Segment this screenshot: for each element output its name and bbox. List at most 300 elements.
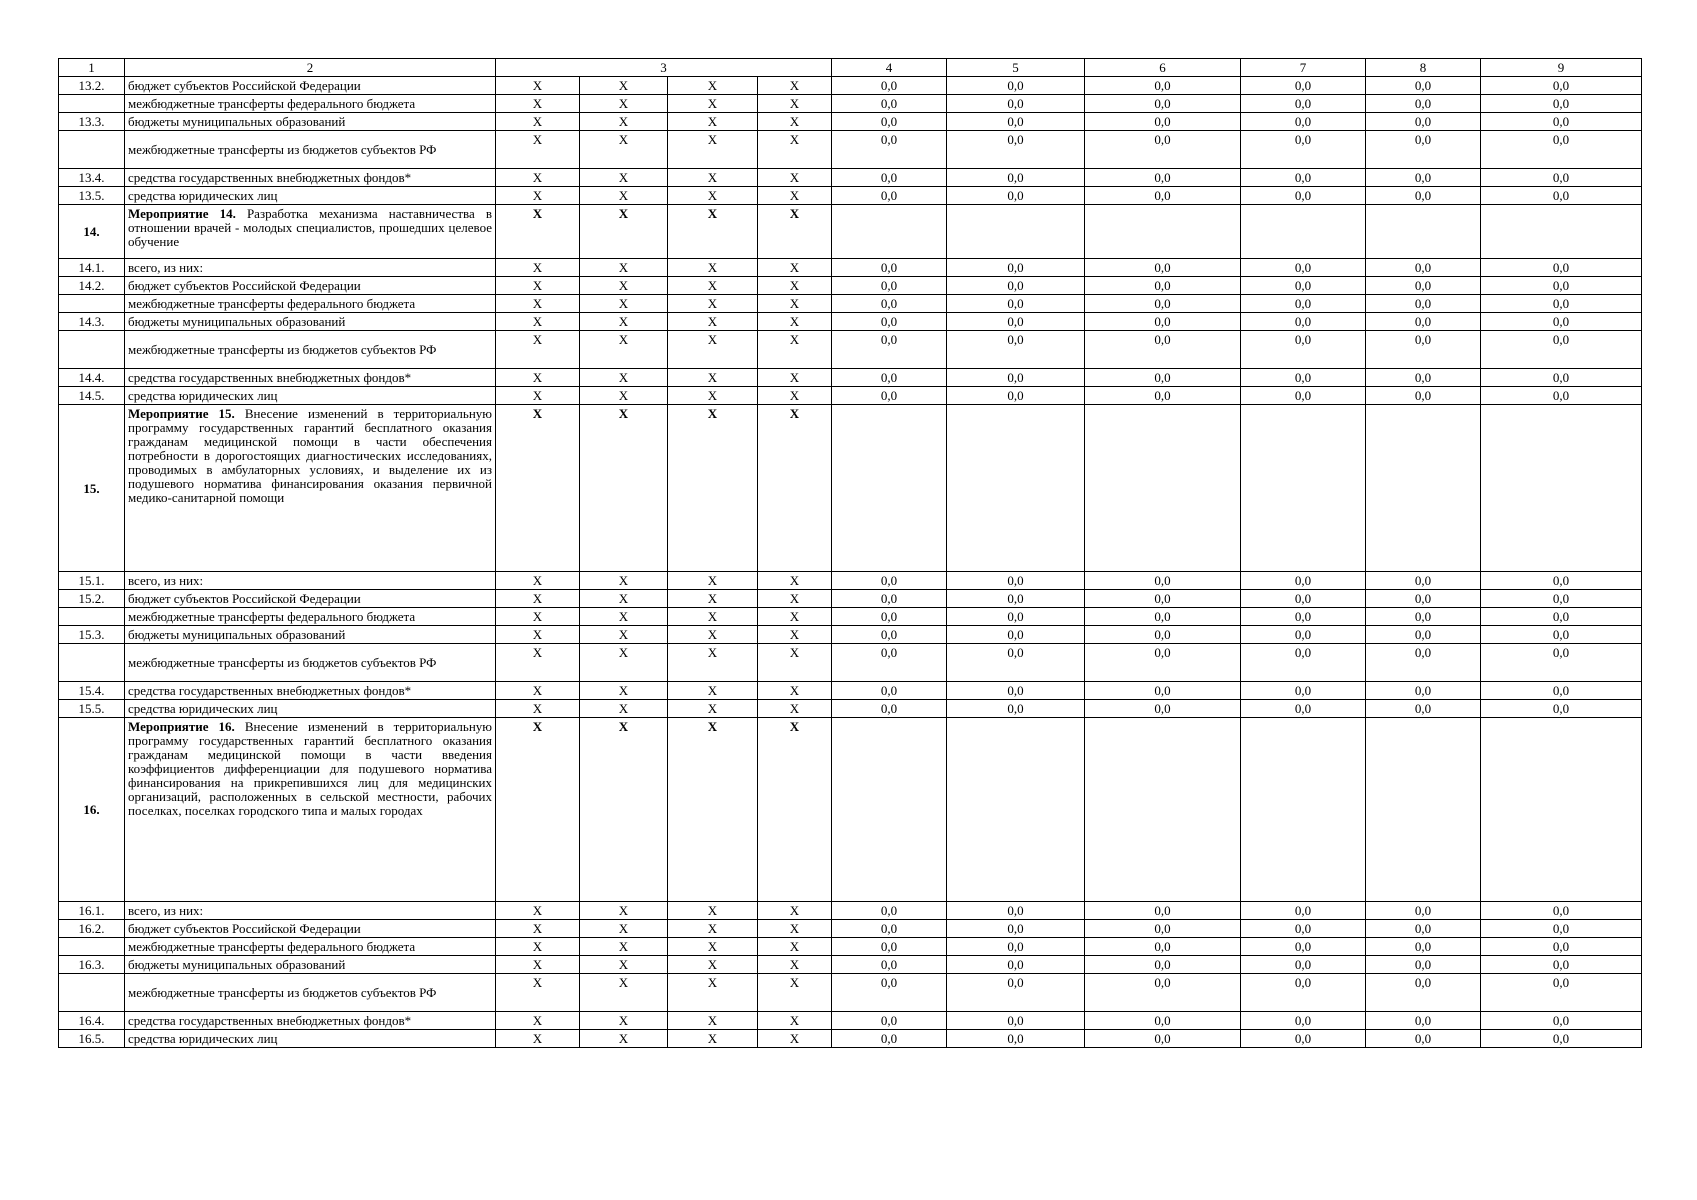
value-cell: 0,0: [1481, 626, 1642, 644]
measure-text: Внесение изменений в территориальную программу государственных гарантий бесплатного оказания гражданам медицинской помощи в части обеспечения потребности в дорогостоящих диагностических исследованиях, проводимых в амбулаторных условиях, и выделение их из подушевого норматива финансирования оказания первичной медико-санитарной помощи: [128, 406, 492, 505]
x-mark: X: [580, 295, 668, 313]
value-cell: 0,0: [832, 295, 947, 313]
x-mark: X: [668, 313, 758, 331]
value-cell: 0,0: [832, 277, 947, 295]
value-cell: 0,0: [1085, 113, 1241, 131]
row-number: [59, 938, 125, 956]
row-label: средства государственных внебюджетных фондов*: [125, 369, 496, 387]
x-mark: X: [496, 277, 580, 295]
value-cell: 0,0: [947, 387, 1085, 405]
x-mark: X: [668, 277, 758, 295]
value-cell: 0,0: [1085, 644, 1241, 682]
table-row: [59, 920, 1642, 938]
table-row: [59, 644, 1642, 682]
row-label: межбюджетные трансферты федерального бюджета: [125, 608, 496, 626]
x-mark: X: [496, 700, 580, 718]
x-mark: X: [758, 205, 832, 259]
empty-cell: [832, 718, 947, 902]
x-mark: X: [580, 277, 668, 295]
value-cell: 0,0: [832, 608, 947, 626]
value-cell: 0,0: [947, 1030, 1085, 1048]
value-cell: 0,0: [1366, 1030, 1481, 1048]
row-label: средства юридических лиц: [125, 700, 496, 718]
measure-row: [59, 718, 1642, 902]
row-number: 16.2.: [59, 920, 125, 938]
value-cell: 0,0: [1481, 902, 1642, 920]
value-cell: 0,0: [1481, 1012, 1642, 1030]
x-mark: X: [668, 331, 758, 369]
value-cell: 0,0: [1481, 387, 1642, 405]
value-cell: 0,0: [1241, 277, 1366, 295]
value-cell: 0,0: [1366, 572, 1481, 590]
value-cell: 0,0: [832, 169, 947, 187]
measure-number: 16.: [59, 718, 125, 902]
x-mark: X: [668, 644, 758, 682]
value-cell: 0,0: [947, 77, 1085, 95]
empty-cell: [832, 405, 947, 572]
measure-title: Мероприятие 16.: [128, 719, 235, 734]
value-cell: 0,0: [947, 974, 1085, 1012]
row-label: средства юридических лиц: [125, 187, 496, 205]
row-label: бюджет субъектов Российской Федерации: [125, 77, 496, 95]
value-cell: 0,0: [832, 259, 947, 277]
value-cell: 0,0: [1481, 700, 1642, 718]
x-mark: X: [758, 974, 832, 1012]
empty-cell: [1481, 718, 1642, 902]
value-cell: 0,0: [832, 187, 947, 205]
value-cell: 0,0: [947, 113, 1085, 131]
x-mark: X: [758, 572, 832, 590]
value-cell: 0,0: [1366, 77, 1481, 95]
measure-row: [59, 205, 1642, 259]
row-number: 16.1.: [59, 902, 125, 920]
empty-cell: [947, 205, 1085, 259]
empty-cell: [1481, 405, 1642, 572]
value-cell: 0,0: [1085, 77, 1241, 95]
table-row: [59, 1012, 1642, 1030]
value-cell: 0,0: [832, 1030, 947, 1048]
value-cell: 0,0: [1366, 902, 1481, 920]
table-row: [59, 956, 1642, 974]
value-cell: 0,0: [1481, 608, 1642, 626]
x-mark: X: [668, 590, 758, 608]
x-mark: X: [758, 608, 832, 626]
table-row: [59, 369, 1642, 387]
row-label: бюджет субъектов Российской Федерации: [125, 920, 496, 938]
table-row: [59, 113, 1642, 131]
value-cell: 0,0: [1366, 259, 1481, 277]
value-cell: 0,0: [1366, 95, 1481, 113]
value-cell: 0,0: [832, 700, 947, 718]
value-cell: 0,0: [1481, 572, 1642, 590]
value-cell: 0,0: [1241, 626, 1366, 644]
value-cell: 0,0: [1481, 187, 1642, 205]
x-mark: X: [758, 187, 832, 205]
value-cell: 0,0: [1366, 590, 1481, 608]
value-cell: 0,0: [832, 77, 947, 95]
col-header-5: 5: [947, 59, 1085, 77]
value-cell: 0,0: [1366, 956, 1481, 974]
row-number: 16.5.: [59, 1030, 125, 1048]
row-label: межбюджетные трансферты федерального бюджета: [125, 295, 496, 313]
x-mark: X: [580, 113, 668, 131]
x-mark: X: [496, 187, 580, 205]
value-cell: 0,0: [832, 590, 947, 608]
col-header-8: 8: [1366, 59, 1481, 77]
value-cell: 0,0: [832, 369, 947, 387]
x-mark: X: [758, 1012, 832, 1030]
empty-cell: [1241, 405, 1366, 572]
x-mark: X: [580, 956, 668, 974]
x-mark: X: [496, 131, 580, 169]
x-mark: X: [496, 405, 580, 572]
value-cell: 0,0: [1366, 608, 1481, 626]
x-mark: X: [758, 369, 832, 387]
empty-cell: [1241, 205, 1366, 259]
col-header-1: 1: [59, 59, 125, 77]
x-mark: X: [496, 682, 580, 700]
row-label: всего, из них:: [125, 572, 496, 590]
value-cell: 0,0: [1085, 369, 1241, 387]
value-cell: 0,0: [947, 259, 1085, 277]
value-cell: 0,0: [832, 113, 947, 131]
x-mark: X: [758, 295, 832, 313]
x-mark: X: [668, 295, 758, 313]
table-row: [59, 187, 1642, 205]
value-cell: 0,0: [1085, 295, 1241, 313]
x-mark: X: [580, 590, 668, 608]
row-number: [59, 95, 125, 113]
value-cell: 0,0: [947, 572, 1085, 590]
value-cell: 0,0: [1366, 1012, 1481, 1030]
value-cell: 0,0: [947, 169, 1085, 187]
x-mark: X: [668, 700, 758, 718]
measure-description: [125, 405, 496, 572]
row-label: средства юридических лиц: [125, 1030, 496, 1048]
value-cell: 0,0: [1481, 169, 1642, 187]
empty-cell: [832, 205, 947, 259]
x-mark: X: [580, 1030, 668, 1048]
value-cell: 0,0: [832, 920, 947, 938]
x-mark: X: [668, 902, 758, 920]
x-mark: X: [668, 572, 758, 590]
x-mark: X: [580, 259, 668, 277]
x-mark: X: [758, 902, 832, 920]
value-cell: 0,0: [1241, 295, 1366, 313]
row-label: межбюджетные трансферты федерального бюджета: [125, 95, 496, 113]
x-mark: X: [580, 387, 668, 405]
x-mark: X: [668, 626, 758, 644]
value-cell: 0,0: [832, 313, 947, 331]
x-mark: X: [668, 77, 758, 95]
measure-description: [125, 205, 496, 259]
value-cell: 0,0: [1085, 590, 1241, 608]
value-cell: 0,0: [832, 95, 947, 113]
table-row: [59, 169, 1642, 187]
row-label: межбюджетные трансферты из бюджетов субъектов РФ: [125, 644, 496, 682]
x-mark: X: [496, 77, 580, 95]
value-cell: 0,0: [1241, 1030, 1366, 1048]
x-mark: X: [496, 572, 580, 590]
x-mark: X: [580, 938, 668, 956]
value-cell: 0,0: [1481, 1030, 1642, 1048]
row-number: 14.5.: [59, 387, 125, 405]
value-cell: 0,0: [947, 644, 1085, 682]
x-mark: X: [580, 572, 668, 590]
row-number: 16.4.: [59, 1012, 125, 1030]
value-cell: 0,0: [1241, 77, 1366, 95]
x-mark: X: [580, 1012, 668, 1030]
value-cell: 0,0: [1085, 187, 1241, 205]
x-mark: X: [668, 387, 758, 405]
empty-cell: [1366, 205, 1481, 259]
table-row: [59, 131, 1642, 169]
value-cell: 0,0: [1366, 369, 1481, 387]
table-row: [59, 608, 1642, 626]
table-row: [59, 259, 1642, 277]
x-mark: X: [668, 608, 758, 626]
table-row: [59, 387, 1642, 405]
x-mark: X: [668, 259, 758, 277]
value-cell: 0,0: [947, 313, 1085, 331]
empty-cell: [947, 405, 1085, 572]
value-cell: 0,0: [1481, 95, 1642, 113]
value-cell: 0,0: [1366, 113, 1481, 131]
value-cell: 0,0: [1085, 920, 1241, 938]
col-header-6: 6: [1085, 59, 1241, 77]
value-cell: 0,0: [1366, 938, 1481, 956]
value-cell: 0,0: [1366, 313, 1481, 331]
x-mark: X: [496, 331, 580, 369]
value-cell: 0,0: [1366, 387, 1481, 405]
x-mark: X: [496, 259, 580, 277]
value-cell: 0,0: [947, 95, 1085, 113]
row-label: всего, из них:: [125, 259, 496, 277]
value-cell: 0,0: [832, 682, 947, 700]
value-cell: 0,0: [947, 956, 1085, 974]
x-mark: X: [580, 920, 668, 938]
x-mark: X: [580, 974, 668, 1012]
measure-text: Внесение изменений в территориальную программу государственных гарантий бесплатного оказания гражданам медицинской помощи в части введения коэффициентов дифференциации для подушевого норматива финансирования на прикрепившихся лиц для медицинских организаций, расположенных в сельской местности, рабочих поселках, поселках городского типа и малых городах: [128, 719, 492, 818]
value-cell: 0,0: [832, 974, 947, 1012]
x-mark: X: [758, 259, 832, 277]
value-cell: 0,0: [947, 187, 1085, 205]
value-cell: 0,0: [1085, 331, 1241, 369]
row-label: межбюджетные трансферты федерального бюджета: [125, 938, 496, 956]
x-mark: X: [580, 77, 668, 95]
x-mark: X: [580, 169, 668, 187]
value-cell: 0,0: [832, 938, 947, 956]
measure-row: [59, 405, 1642, 572]
x-mark: X: [668, 974, 758, 1012]
table-row: [59, 682, 1642, 700]
value-cell: 0,0: [1241, 313, 1366, 331]
value-cell: 0,0: [1085, 902, 1241, 920]
row-number: 15.2.: [59, 590, 125, 608]
x-mark: X: [496, 608, 580, 626]
x-mark: X: [758, 77, 832, 95]
value-cell: 0,0: [947, 902, 1085, 920]
value-cell: 0,0: [1481, 938, 1642, 956]
value-cell: 0,0: [1085, 682, 1241, 700]
x-mark: X: [758, 131, 832, 169]
x-mark: X: [496, 95, 580, 113]
x-mark: X: [580, 369, 668, 387]
value-cell: 0,0: [832, 644, 947, 682]
value-cell: 0,0: [832, 902, 947, 920]
row-number: [59, 131, 125, 169]
value-cell: 0,0: [947, 295, 1085, 313]
value-cell: 0,0: [1366, 920, 1481, 938]
col-header-3: 3: [496, 59, 832, 77]
x-mark: X: [668, 718, 758, 902]
x-mark: X: [580, 682, 668, 700]
table-row: [59, 277, 1642, 295]
table-row: [59, 700, 1642, 718]
value-cell: 0,0: [1241, 608, 1366, 626]
header-row: [59, 59, 1642, 77]
x-mark: X: [758, 331, 832, 369]
row-number: 14.1.: [59, 259, 125, 277]
row-label: средства государственных внебюджетных фондов*: [125, 169, 496, 187]
value-cell: 0,0: [1085, 938, 1241, 956]
col-header-4: 4: [832, 59, 947, 77]
x-mark: X: [668, 682, 758, 700]
value-cell: 0,0: [947, 938, 1085, 956]
value-cell: 0,0: [1241, 956, 1366, 974]
value-cell: 0,0: [1085, 259, 1241, 277]
x-mark: X: [496, 920, 580, 938]
table-row: [59, 295, 1642, 313]
value-cell: 0,0: [1481, 644, 1642, 682]
value-cell: 0,0: [947, 369, 1085, 387]
row-label: межбюджетные трансферты из бюджетов субъектов РФ: [125, 974, 496, 1012]
x-mark: X: [496, 169, 580, 187]
row-number: [59, 974, 125, 1012]
value-cell: 0,0: [1241, 369, 1366, 387]
row-number: 13.4.: [59, 169, 125, 187]
row-label: бюджеты муниципальных образований: [125, 313, 496, 331]
row-label: бюджеты муниципальных образований: [125, 626, 496, 644]
x-mark: X: [496, 974, 580, 1012]
value-cell: 0,0: [1481, 313, 1642, 331]
x-mark: X: [496, 644, 580, 682]
x-mark: X: [668, 938, 758, 956]
value-cell: 0,0: [1481, 682, 1642, 700]
x-mark: X: [758, 682, 832, 700]
row-label: межбюджетные трансферты из бюджетов субъектов РФ: [125, 331, 496, 369]
x-mark: X: [668, 95, 758, 113]
col-header-7: 7: [1241, 59, 1366, 77]
value-cell: 0,0: [947, 682, 1085, 700]
value-cell: 0,0: [1366, 644, 1481, 682]
value-cell: 0,0: [1241, 331, 1366, 369]
value-cell: 0,0: [1366, 626, 1481, 644]
row-label: бюджет субъектов Российской Федерации: [125, 590, 496, 608]
row-label: межбюджетные трансферты из бюджетов субъектов РФ: [125, 131, 496, 169]
value-cell: 0,0: [1481, 974, 1642, 1012]
measure-description: [125, 718, 496, 902]
value-cell: 0,0: [1481, 113, 1642, 131]
table-row: [59, 313, 1642, 331]
row-number: 13.5.: [59, 187, 125, 205]
value-cell: 0,0: [832, 956, 947, 974]
row-number: [59, 295, 125, 313]
row-number: [59, 644, 125, 682]
value-cell: 0,0: [1481, 259, 1642, 277]
row-label: бюджеты муниципальных образований: [125, 956, 496, 974]
x-mark: X: [580, 608, 668, 626]
x-mark: X: [758, 387, 832, 405]
value-cell: 0,0: [1481, 590, 1642, 608]
table-row: [59, 572, 1642, 590]
x-mark: X: [580, 700, 668, 718]
x-mark: X: [580, 205, 668, 259]
measure-number: 14.: [59, 205, 125, 259]
value-cell: 0,0: [1241, 113, 1366, 131]
col-header-9: 9: [1481, 59, 1642, 77]
value-cell: 0,0: [1241, 974, 1366, 1012]
x-mark: X: [580, 902, 668, 920]
value-cell: 0,0: [1241, 131, 1366, 169]
x-mark: X: [758, 169, 832, 187]
x-mark: X: [758, 405, 832, 572]
x-mark: X: [758, 938, 832, 956]
value-cell: 0,0: [1481, 331, 1642, 369]
table-row: [59, 1030, 1642, 1048]
x-mark: X: [496, 938, 580, 956]
table-row: [59, 626, 1642, 644]
x-mark: X: [496, 113, 580, 131]
value-cell: 0,0: [1481, 920, 1642, 938]
x-mark: X: [580, 95, 668, 113]
value-cell: 0,0: [1241, 590, 1366, 608]
value-cell: 0,0: [1481, 131, 1642, 169]
row-number: 14.2.: [59, 277, 125, 295]
value-cell: 0,0: [1085, 572, 1241, 590]
value-cell: 0,0: [1366, 277, 1481, 295]
row-number: [59, 331, 125, 369]
empty-cell: [1085, 718, 1241, 902]
x-mark: X: [758, 95, 832, 113]
value-cell: 0,0: [947, 608, 1085, 626]
row-number: 13.3.: [59, 113, 125, 131]
x-mark: X: [580, 331, 668, 369]
x-mark: X: [668, 1030, 758, 1048]
value-cell: 0,0: [1085, 956, 1241, 974]
x-mark: X: [758, 590, 832, 608]
row-label: средства государственных внебюджетных фондов*: [125, 1012, 496, 1030]
x-mark: X: [496, 902, 580, 920]
value-cell: 0,0: [1481, 277, 1642, 295]
x-mark: X: [758, 644, 832, 682]
x-mark: X: [758, 700, 832, 718]
row-label: бюджет субъектов Российской Федерации: [125, 277, 496, 295]
table-row: [59, 77, 1642, 95]
value-cell: 0,0: [1366, 974, 1481, 1012]
value-cell: 0,0: [832, 572, 947, 590]
x-mark: X: [668, 205, 758, 259]
empty-cell: [947, 718, 1085, 902]
table-row: [59, 95, 1642, 113]
table-row: [59, 902, 1642, 920]
col-header-2: 2: [125, 59, 496, 77]
table-body: [59, 59, 1642, 1048]
value-cell: 0,0: [1366, 131, 1481, 169]
x-mark: X: [496, 387, 580, 405]
value-cell: 0,0: [1085, 974, 1241, 1012]
x-mark: X: [496, 718, 580, 902]
